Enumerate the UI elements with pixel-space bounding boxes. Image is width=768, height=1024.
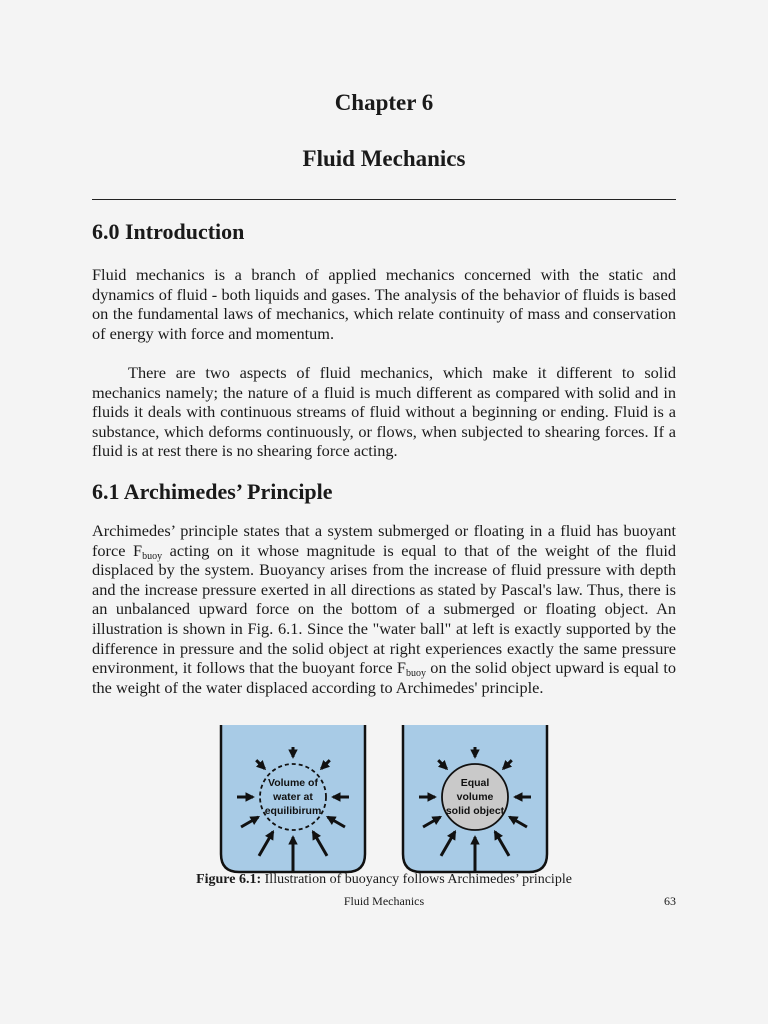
archimedes-text-part2: acting on it whose magnitude is equal to that of the weight of the fluid displaced by the system. Buoyancy arises from the increase of fluid pressure with depth and the increase pressure exerted in all directions as stated by Pascal's law. Thus, there is an unbalanced upward force on the bottom of a submerged or floating object. An illustration is shown in Fig. 6.1. Since the "water ball" at left is exactly supported by the difference in pressure and the solid object at right experiences exactly the same pressure environment, it follows that the buoyant force F [92, 540, 677, 678]
solid-object-label-line-1: Equal [460, 777, 490, 789]
water-ball-label-line-3: equilibirum [264, 805, 322, 817]
archimedes-paragraph [92, 521, 676, 697]
buoyancy-figure [218, 722, 554, 874]
archimedes-text-part1: Archimedes’ principle states that a system submerged or floating in a fluid has buoyant force F [92, 521, 676, 560]
footer-title: Fluid Mechanics [343, 894, 425, 908]
figure-caption [0, 872, 768, 888]
intro-paragraph-1: Fluid mechanics is a branch of applied mechanics concerned with the static and dynamics of fluid - both liquids and gases. The analysis of the behavior of fluids is based on the fundamental laws of mechanics, which relate continuity of mass and conservation of energy with force and momentum. [92, 265, 676, 343]
chapter-label: Chapter 6 [334, 90, 434, 115]
section-heading-introduction: 6.0 Introduction [92, 219, 245, 244]
title-divider [92, 199, 676, 200]
water-ball-label-line-2: water at [273, 791, 313, 803]
section-heading-archimedes: 6.1 Archimedes’ Principle [92, 479, 333, 504]
archimedes-text-part3: on the solid object upward is equal to the weight of the water displaced according to Archimedes' principle. [92, 658, 676, 697]
chapter-title: Fluid Mechanics [302, 146, 466, 171]
solid-object-label-line-3: solid object [445, 805, 505, 817]
buoy-subscript: buoy [405, 668, 426, 680]
figure-caption-label: Figure 6.1: [196, 872, 262, 887]
intro-paragraph-2: There are two aspects of fluid mechanics, which make it different to solid mechanics namely; the nature of a fluid is much different as compared with solid and in fluids it deals with continuous streams of fluid without a beginning or ending. Fluid is a substance, which deforms continuously, or flows, when subjected to shearing forces. If a fluid is at rest there is no shearing force acting. [92, 363, 676, 461]
solid-object-label-line-2: volume [456, 791, 494, 803]
figure-caption-text: Illustration of buoyancy follows Archimedes’ principle [261, 872, 572, 887]
buoy-subscript: buoy [142, 550, 163, 562]
page-number: 63 [664, 894, 676, 908]
water-ball-label-line-1: Volume of [268, 777, 318, 789]
